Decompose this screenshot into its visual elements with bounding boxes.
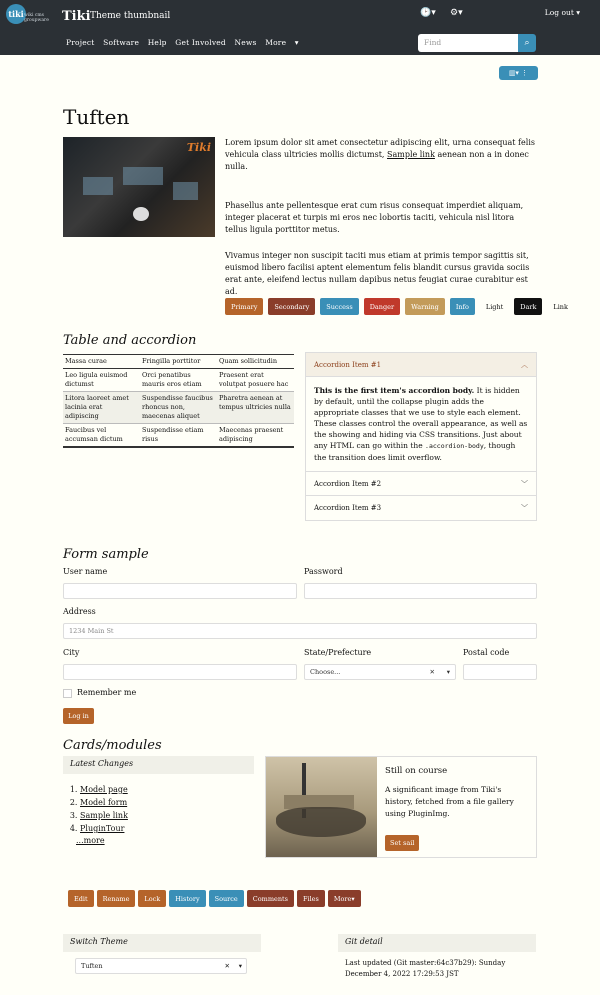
nav-software[interactable]: Software bbox=[103, 38, 140, 47]
primary-button[interactable]: Primary bbox=[225, 298, 263, 315]
list-item[interactable]: 1. Model page bbox=[80, 783, 128, 796]
chevron-up-icon: ︿ bbox=[521, 360, 528, 369]
nav-help[interactable]: Help bbox=[147, 38, 167, 47]
table-header: Massa curae Fringilla porttitor Quam sollicitudin bbox=[63, 355, 294, 369]
search-button[interactable] bbox=[518, 34, 536, 52]
page-actions-bar bbox=[68, 890, 361, 907]
page-title: Theme thumbnail bbox=[90, 11, 171, 21]
tiki-logo[interactable]: tiki bbox=[6, 4, 26, 24]
brand-name[interactable]: Tiki bbox=[62, 9, 91, 24]
accordion-item-2[interactable]: Accordion Item #2 ﹀ bbox=[306, 472, 536, 496]
nav-news[interactable]: News bbox=[234, 38, 257, 47]
username-field[interactable] bbox=[63, 583, 297, 599]
clear-icon[interactable]: ✕ bbox=[429, 668, 435, 676]
button-row bbox=[225, 298, 574, 315]
hero-tiki-tag: Tiki bbox=[186, 141, 211, 154]
card-title: Still on course bbox=[385, 766, 448, 776]
table-row: Leo ligula euismod dictumst Orci penatibus mauris eros etiam Praesent erat volutpat posuere hac bbox=[63, 369, 294, 392]
nav-project[interactable]: Project bbox=[66, 38, 95, 47]
sample-link[interactable]: Sample link bbox=[387, 150, 435, 159]
logout-link[interactable]: Log out ▾ bbox=[544, 8, 580, 17]
light-button[interactable]: Light bbox=[480, 298, 509, 315]
danger-button[interactable]: Danger bbox=[364, 298, 400, 315]
chevron-down-icon: ▾ bbox=[446, 668, 450, 676]
accordion bbox=[305, 352, 537, 521]
cards-title: Cards/modules bbox=[63, 738, 162, 753]
remember-checkbox[interactable] bbox=[63, 689, 72, 698]
address-label: Address bbox=[63, 607, 96, 616]
success-button[interactable]: Success bbox=[320, 298, 358, 315]
remember-label: Remember me bbox=[77, 688, 137, 697]
city-field[interactable] bbox=[63, 664, 297, 680]
card-image bbox=[266, 757, 377, 857]
paragraph-1: Lorem ipsum dolor sit amet consectetur adipiscing elit, urna consequat felis vehicula class ultricies mollis dictumst, Sample link aenean non a in donec nulla. bbox=[225, 138, 535, 171]
set-sail-button[interactable]: Set sail bbox=[385, 835, 419, 851]
form-title: Form sample bbox=[63, 547, 149, 562]
git-detail-text: Last updated (Git master:64c37b29): Sunday December 4, 2022 17:29:53 JST bbox=[345, 959, 506, 978]
accordion-item-1[interactable]: Accordion Item #1 ︿ bbox=[306, 353, 536, 377]
paragraph-3: Vivamus integer non suscipit taciti mus etiam at primis tempor sagittis sit, euismod libero facilisi aptent elementum felis blandit cursus gravida sociis erat ante, eleifend lectus nullam dapibus netus feugiat curae curabitur est ad. bbox=[225, 251, 530, 296]
main-nav bbox=[66, 38, 305, 47]
table-row: Litora laoreet amet lacinia erat adipiscing Suspendisse faucibus rhoncus non, maecenas aliquet Pharetra aenean at tempus ultricies nulla bbox=[63, 392, 294, 424]
image-card bbox=[265, 756, 537, 858]
gear-icon[interactable]: ⚙▾ bbox=[450, 8, 463, 18]
list-item[interactable]: 4. PluginTour bbox=[80, 822, 128, 835]
chevron-down-icon: ﹀ bbox=[521, 504, 528, 512]
secondary-button[interactable]: Secondary bbox=[268, 298, 315, 315]
dark-button[interactable]: Dark bbox=[514, 298, 542, 315]
latest-changes-title: Latest Changes bbox=[63, 756, 254, 774]
accordion-body: This is the first item's accordion body. It is hidden by default, until the collapse plugin adds the appropriate classes that we use to style each element. These classes control the overall appearance, as well as the showing and hiding via CSS transitions. Just about any HTML can go within the .accordion-body, though the transition does limit overflow. bbox=[306, 377, 536, 472]
page-heading: Tuften bbox=[63, 105, 130, 129]
warning-button[interactable]: Warning bbox=[405, 298, 445, 315]
search-icon: ⌕ bbox=[524, 38, 530, 48]
chevron-down-icon: ﹀ bbox=[521, 479, 528, 488]
switch-theme-title: Switch Theme bbox=[63, 934, 261, 952]
hero-image bbox=[63, 137, 215, 237]
theme-select[interactable]: Tuften ✕ ▾ bbox=[75, 958, 247, 974]
sample-table bbox=[63, 354, 294, 448]
history-button[interactable]: History bbox=[169, 890, 205, 907]
git-detail-title: Git detail bbox=[338, 934, 536, 952]
comments-button[interactable]: Comments bbox=[247, 890, 294, 907]
info-button[interactable]: Info bbox=[450, 298, 475, 315]
files-button[interactable]: Files bbox=[297, 890, 325, 907]
source-button[interactable]: Source bbox=[209, 890, 244, 907]
list-item[interactable]: 3. Sample link bbox=[80, 809, 128, 822]
edit-button[interactable]: Edit bbox=[68, 890, 94, 907]
list-item[interactable]: 2. Model form bbox=[80, 796, 128, 809]
top-bar bbox=[0, 0, 600, 55]
state-label: State/Prefecture bbox=[304, 648, 372, 657]
address-field[interactable]: 1234 Main St bbox=[63, 623, 537, 639]
lock-button[interactable]: Lock bbox=[138, 890, 166, 907]
table-section-title: Table and accordion bbox=[63, 333, 197, 348]
username-label: User name bbox=[63, 567, 108, 576]
card-text: A significant image from Tiki's history, fetched from a file gallery using PluginImg. bbox=[385, 785, 514, 818]
state-select[interactable]: Choose... ✕ ▾ bbox=[304, 664, 456, 680]
more-link[interactable]: ...more bbox=[76, 836, 105, 845]
clock-icon[interactable]: 🕑▾ bbox=[420, 8, 436, 18]
clear-icon[interactable]: ✕ bbox=[224, 962, 230, 970]
more-button[interactable]: More ▾ bbox=[328, 890, 361, 907]
accordion-item-3[interactable]: Accordion Item #3 ﹀ bbox=[314, 504, 528, 512]
logo-subtitle: wiki cms groupware bbox=[24, 13, 49, 23]
search-input[interactable]: Find bbox=[418, 34, 518, 52]
nav-more[interactable]: More ▾ bbox=[265, 38, 299, 47]
rename-button[interactable]: Rename bbox=[97, 890, 136, 907]
city-label: City bbox=[63, 648, 80, 657]
chevron-down-icon: ▾ bbox=[238, 962, 242, 970]
table-row: Faucibus vel accumsan dictum Suspendisse etiam risus Maecenas praesent adipiscing bbox=[65, 426, 284, 443]
link-button[interactable]: Link bbox=[547, 298, 574, 315]
nav-get-involved[interactable]: Get Involved bbox=[175, 38, 226, 47]
password-label: Password bbox=[304, 567, 343, 576]
postal-code-field[interactable] bbox=[463, 664, 537, 680]
password-field[interactable] bbox=[304, 583, 537, 599]
page-actions-button[interactable]: ▥▾ ⋮ bbox=[499, 66, 538, 80]
login-button[interactable]: Log in bbox=[63, 708, 94, 724]
paragraph-2: Phasellus ante pellentesque erat cum risus consequat imperdiet aliquam, integer placerat et turpis mi eros nec lobortis taciti, vehicula nisl litora tellus ligula porttitor metus. bbox=[225, 201, 524, 234]
postal-code-label: Postal code bbox=[463, 648, 510, 657]
latest-changes-list bbox=[80, 783, 128, 835]
